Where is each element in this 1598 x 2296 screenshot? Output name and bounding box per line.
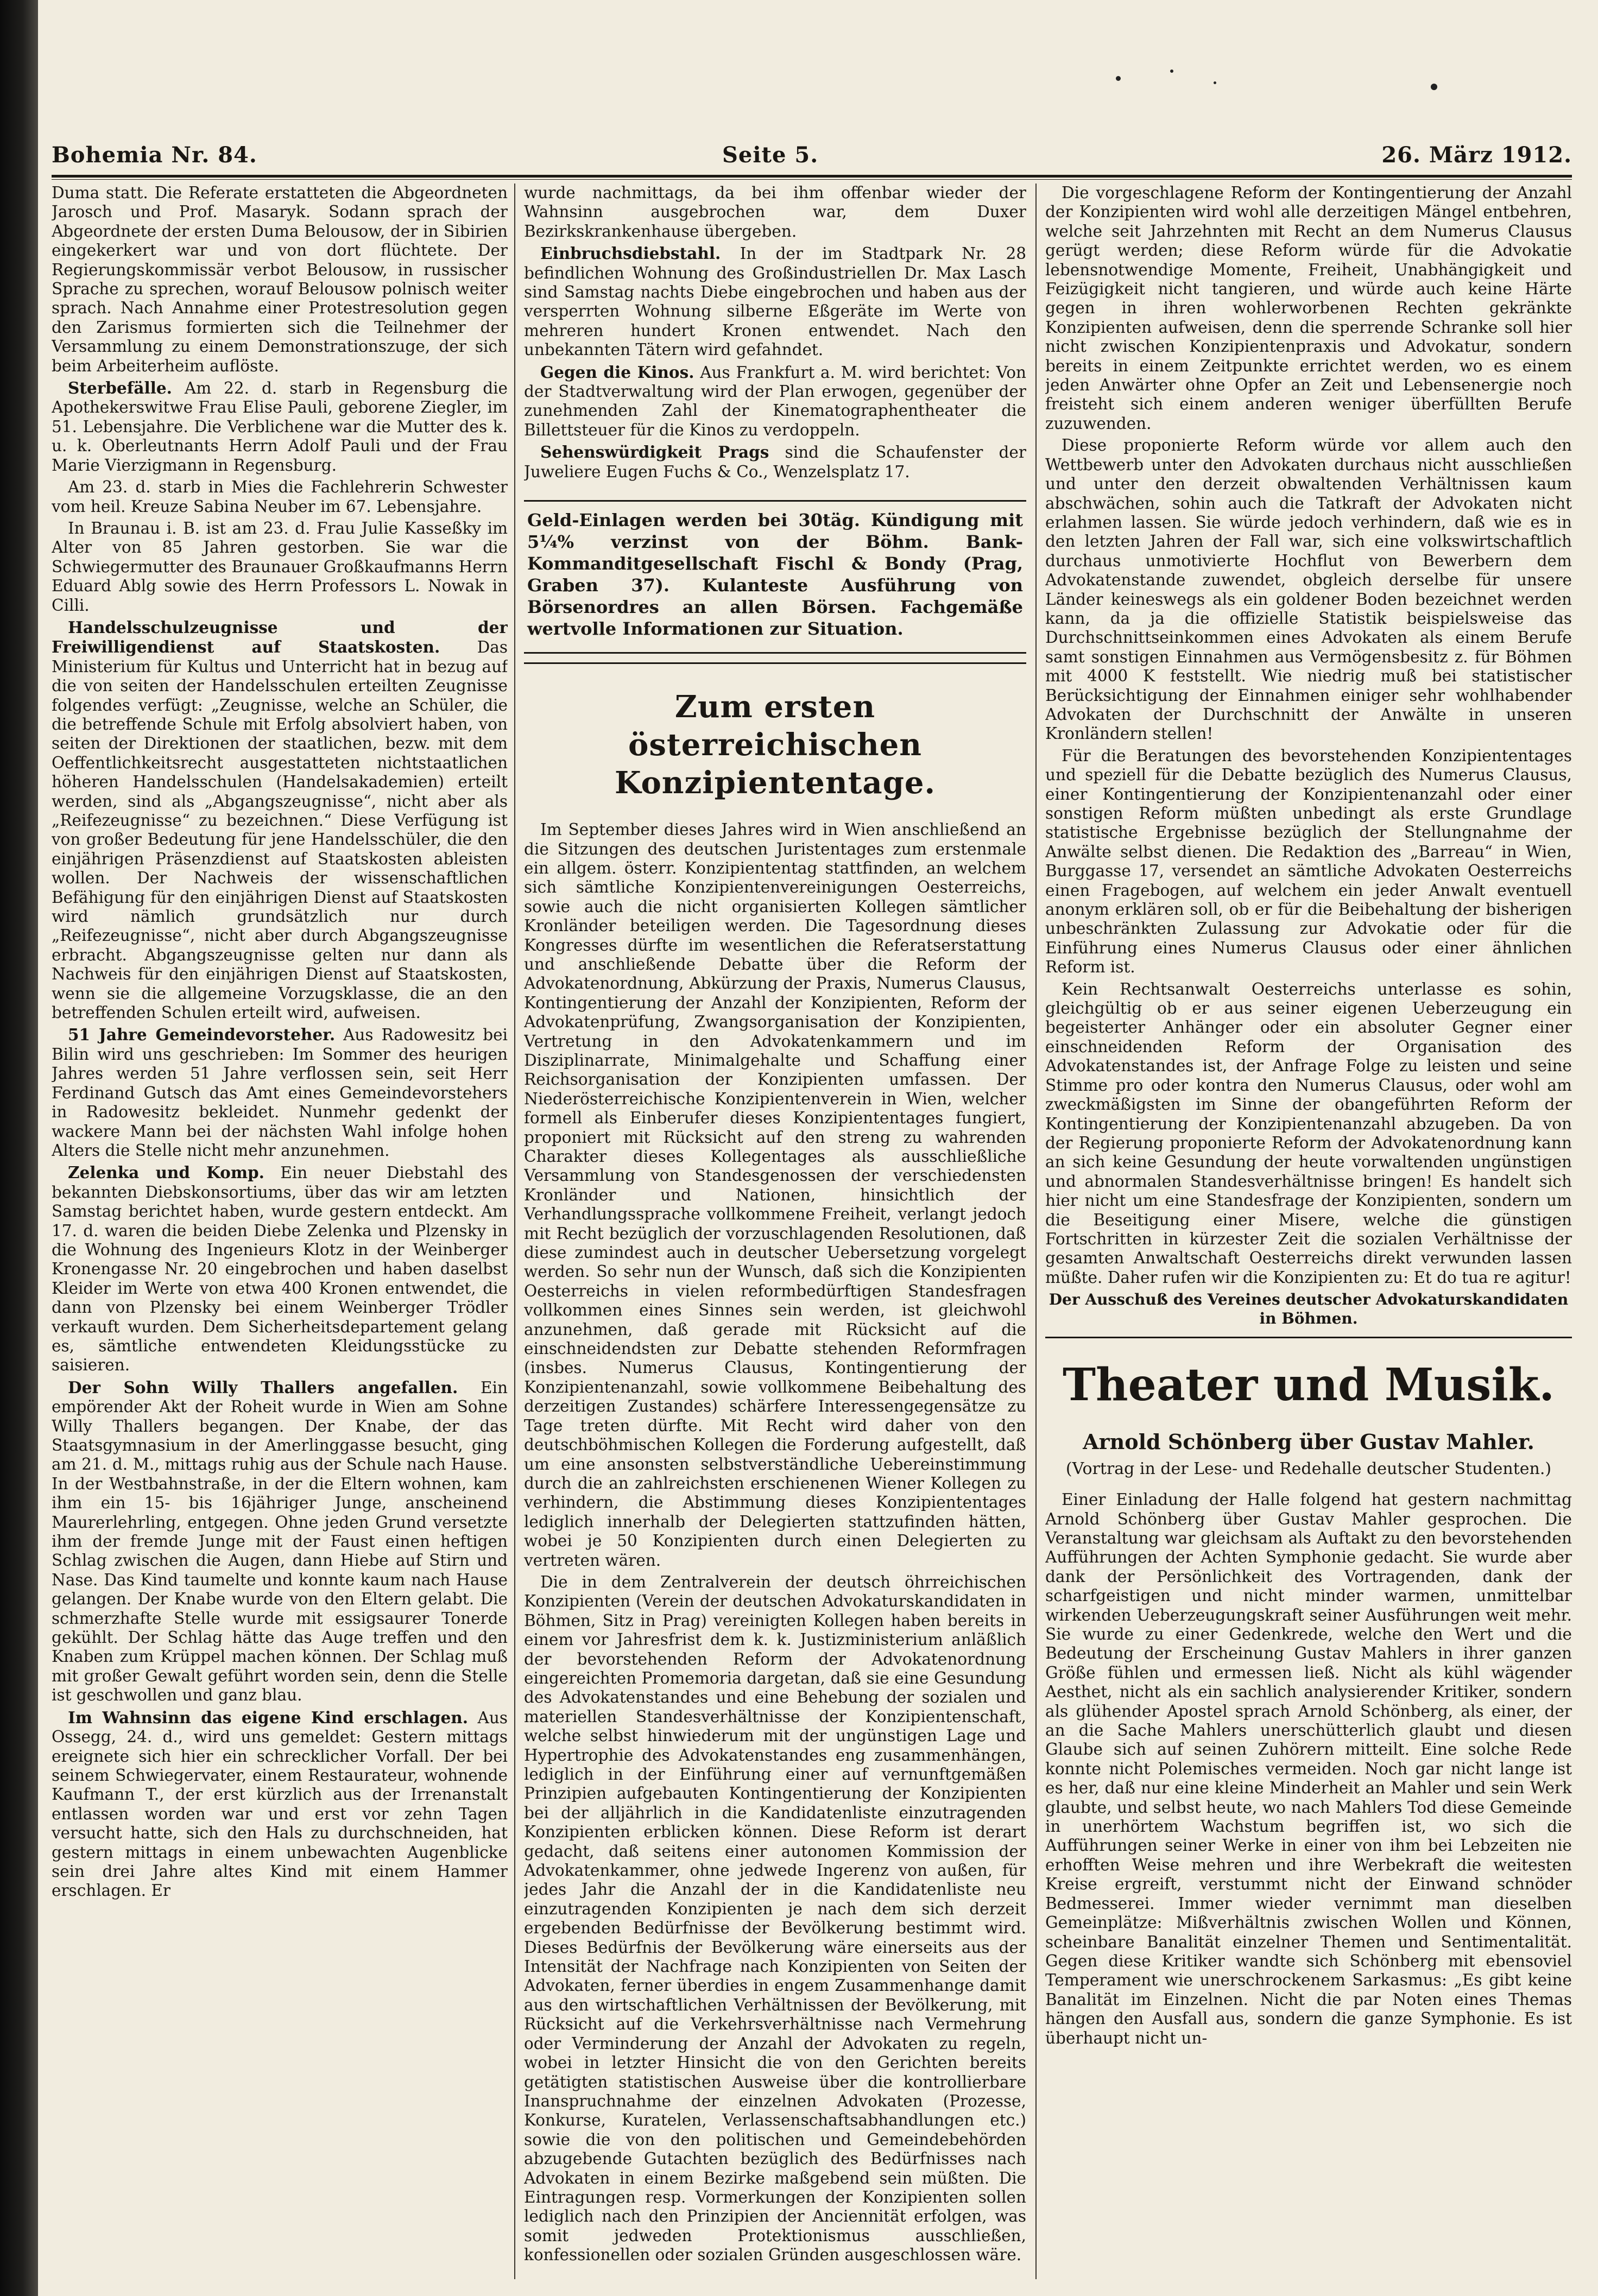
article-keyword: Zelenka und Komp.	[68, 1163, 264, 1182]
article-text: In Braunau i. B. ist am 23. d. Frau Julie Kasseßky im Alter von 85 Jahren gestorben. Sie war die Schwiegermutter des Braunauer Großkaufmanns Herrn Eduard Ablg sowie des Herrn Professors L. Nowak in Cilli.	[52, 518, 508, 615]
bank-advertisement	[524, 500, 1026, 654]
book-binding-edge	[0, 0, 38, 2296]
article-keyword: Sehenswürdigkeit Prags	[540, 442, 769, 462]
article-text: Aus Radowesitz bei Bilin wird uns geschrieben: Im Sommer des heurigen Jahres werden 51 Jahre verflossen sein, seit Herr Ferdinand Gutsch das Amt eines Gemeindevorstehers in Radowesitz bekleidet. Nunmehr gedenkt der wackere Mann bei der nächsten Wahl infolge hohen Alters die Stelle nicht mehr anzunehmen.	[52, 1026, 508, 1160]
article-text: Die vorgeschlagene Reform der Kontingentierung der Anzahl der Konzipienten wird wohl alle derzeitigen Mängel entbehren, welche seit Jahrzehnten mit Recht an dem Numerus Clausus gerügt werden; diese Reform würde für die Advokatie lebensnotwendige Momente, Freiheit, Unabhängigkeit und Feizügigkeit nicht tangieren, und würde auch keine Härte gegen in ihren wohlerworbenen Rechten gekränkte Konzipienten aufweisen, denn die sperrende Schranke soll hier nicht zwischen Konzipientenpraxis und Advokatur, sondern bereits in einem Zeitpunkte errichtet werden, wo es einem jeden Anwärter ohne Opfer an Zeit und Lebensenergie noch freisteht sich einem anderen weniger überfüllten Berufe zuzuwenden.	[1045, 184, 1572, 433]
newspaper-page	[52, 0, 1572, 2296]
article-signature: Der Ausschuß des Vereines deutscher Advokaturskandidaten in Böhmen.	[1049, 1291, 1569, 1328]
article-headline: Arnold Schönberg über Gustav Mahler.	[1083, 1430, 1534, 1454]
article-text: Am 22. d. starb in Regensburg die Apothekerswitwe Frau Elise Pauli, geborene Ziegler, im 51. Lebensjahre. Die Verblichene war die Mutter des k. u. k. Oberleutnants Herrn Adolf Pauli und der Frau Marie Vierzigmann in Regensburg.	[52, 379, 508, 475]
article-keyword: 51 Jahre Gemeindevorsteher.	[68, 1025, 336, 1045]
article-text: Einer Einladung der Halle folgend hat gestern nachmittag Arnold Schönberg über Gustav Mahler gesprochen. Die Veranstaltung war gleichsam als Auftakt zu den bevorstehenden Aufführungen der Achten Symphonie gedacht. Sie wurde aber dank der Persönlichkeit des Vortragenden, dank der scharfgeistigen und nicht minder warmen, unmittelbar wirkenden Ueberzeugungskraft seiner Ausführungen weit mehr. Sie wurde zu einer Gedenkrede, welche den Wert und die Bedeutung der Erscheinung Gustav Mahlers in ihrer ganzen Größe fühlen und ermessen ließ. Nicht als kühl wägender Aesthet, nicht als ein sachlich analysierender Kritiker, sondern als glühender Apostel sprach Arnold Schönberg, als einer, der an die Sache Mahlers unerschütterlich glaubt und diesen Glaube sich auf seinen Zuhörern mitteilt. Eine solche Rede konnte nicht Polemisches vermeiden. Noch gar nicht lange ist es her, daß nur eine kleine Minderheit an Mahler und sein Werk glaubte, und selbst heute, wo nach Mahlers Tod diese Gemeinde in unerhörtem Wachstum begriffen ist, wo sich die Aufführungen seiner Werke in einer von ihm bei Lebzeiten nie erhofften Weise mehren und ihre Werbekraft die weitesten Kreise ergreift, verstummt nicht der Einwand schnöder Bedmesserei. Immer wieder vernimmt man dieselben Gemeinplätze: Mißverhältnis zwischen Wollen und Können, scheinbare Banalität einzelner Themen und Sentimentalität. Gegen diese Kritiker wandte sich Schönberg mit ebensoviel Temperament wie unerschrockenem Sarkasmus: „Es gibt keine Banalität im Einzelnen. Nicht die par Noten eines Themas hängen den Ausfall aus, sondern die ganze Symphonie. Es ist überhaupt nicht un-	[1045, 1490, 1572, 2047]
column-divider	[514, 184, 515, 2279]
column-1	[52, 184, 508, 2279]
article-text: sind die Schaufenster der Juweliere Eugen Fuchs & Co., Wenzelsplatz 17.	[524, 443, 1026, 481]
article-text: Ein neuer Diebstahl des bekannten Diebskonsortiums, über das wir am letzten Samstag berichtet haben, wurde gestern entdeckt. Am 17. d. waren die beiden Diebe Zelenka und Plzensky in die Wohnung des Ingenieurs Klotz in der Weinberger Kronengasse Nr. 20 eingebrochen und haben daselbst Kleider im Werte von etwa 400 Kronen entwendet, die dann von Plzensky bei einem Weinberger Trödler verkauft wurden. Dem Sicherheitsdepartement gelang es, sämtliche entwendeten Kleidungsstücke zu saisieren.	[52, 1163, 508, 1375]
article-paragraph	[52, 378, 508, 475]
article-paragraph	[524, 363, 1026, 440]
article-text: Aus Frankfurt a. M. wird berichtet: Von der Stadtverwaltung wird der Plan erwogen, gegenüber der zunehmenden Zahl der Kinematographentheater die Billettsteuer für die Kinos zu verdoppeln.	[524, 363, 1026, 439]
article-text: Die in dem Zentralverein der deutsch öhrreichischen Konzipienten (Verein der deutschen Advokaturskandidaten in Böhmen, Sitz in Prag) vereinigten Kollegen haben bereits in einem vor Jahresfrist dem k. k. Justizministerium anläßlich der bevorstehenden Reform der Advokatenordnung eingereichten Promemoria dargetan, daß sie eine Gesundung des Advokatenstandes und eine Behebung der sozialen und materiellen Standesverhältnisse der Konzipientenschaft, welche selbst hinwiederum mit der ungünstigen Lage und Hypertrophie des Advokatenstandes eng zusammenhängen, lediglich in der Einführung einer auf vernunftgemäßen Prinzipien aufgebauten Kontingentierung der Konzipienten bei der alljährlich in die Kandidatenliste einzutragenden Konzipienten erblicken können. Diese Reform ist derart gedacht, daß seitens einer autonomen Kommission der Advokatenkammer, ohne jedwede Ingerenz von außen, für jedes Jahr die Anzahl der in die Kandidatenliste neu einzutragenden Konzipienten je nach dem sich derzeit ergebenden Bedürfnisse der Bevölkerung bestimmt wird. Dieses Bedürfnis der Bevölkerung wäre einerseits aus der Intensität der Nachfrage nach Konzipienten von Seiten der Advokaten, ferner überdies in engem Zusammenhange damit aus den wirtschaftlichen Verhältnissen der Bevölkerung, mit Rücksicht auf die Verkehrsverhältnisse nach Vermehrung oder Verminderung der Anzahl der Advokaten zu regeln, wobei in letzter Hinsicht die von den Gerichten bereits getätigten statistischen Ausweise über die kontrollierbare Inanspruchnahme der einzelnen Advokaten (Prozesse, Konkurse, Kuratelen, Verlassenschaftsabhandlungen etc.) sowie die von den politischen und Gemeindebehörden abzugebende Gutachten bezüglich des Bedürfnisses nach Advokaten in einem Bezirke maßgebend sein müßten. Die Eintragungen resp. Vormerkungen der Konzipienten sollen lediglich nach den Prinzipien der Anciennität erfolgen, was somit jedweden Protektionismus ausschließen, konfessionellen oder sozialen Gründen ausgeschlossen wäre.	[524, 1572, 1026, 2265]
header-publication: Bohemia Nr. 84.	[52, 142, 257, 168]
article-paragraph	[52, 1163, 508, 1375]
article-text: Im September dieses Jahres wird in Wien anschließend an die Sitzungen des deutschen Juristentages zum erstenmale ein allgem. österr. Konzipiententag stattfinden, an welchem sich sämtliche Konzipientenvereinigungen Oesterreichs, sowie auch die nicht organisierten Kollegen sämtlicher Kronländer beteiligen werden. Die Tagesordnung dieses Kongresses dürfte im wesentlichen die Referatserstattung und anschließende Debatte über die Reform der Advokatenordnung, Abkürzung der Praxis, Numerus Clausus, Kontingentierung der Anzahl der Konzipienten, Reform der Advokatenprüfung, Zwangsorganisation der Konzipienten, Vertretung in den Advokatenkammern und im Disziplinarrate, Minimalgehalte und Schaffung einer Reichsorganisation der Konzipienten umfassen. Der Niederösterreichische Konzipientenverein in Wien, welcher formell als Einberufer dieses Konzipiententages fungiert, proponiert mit Rücksicht auf den streng zu wahrenden Charakter dieses Kollegentages als ausschließliche Versammlung von Standesgenossen der verschiedensten Kronländer und Nationen, hinsichtlich der Verhandlungssprache vollkommene Freiheit, verlangt jedoch mit Recht bezüglich der vorzuschlagenden Resolutionen, daß diese zumindest auch in deutscher Uebersetzung vorgelegt werden. So sehr nun der Wunsch, daß sich die Konzipienten Oesterreichs in vielen reformbedürftigen Standesfragen vollkommen eines Sinnes sein werden, ist gleichwohl anzunehmen, daß gerade mit Rücksicht auf die einschneidendsten zur Debatte stehenden Reformfragen (insbes. Numerus Clausus, Kontingentierung der Konzipientenanzahl, sowie vollkommene Beibehaltung des derzeitigen Zustandes) schärfere Interessengegensätze zu Tage treten dürfte. Mit Recht wird daher von den deutschböhmischen Kollegen die Forderung aufgestellt, daß um eine ansonsten selbstverständliche Uebereinstimmung durch die an zahlreichsten erschienenen Wiener Kollegen zu verhindern, die Abstimmung dieses Konzipiententages lediglich innerhalb der Delegierten stattzufinden hätten, wobei je 50 Konzipienten durch einen Delegierten zu vertreten wären.	[524, 820, 1026, 1570]
article-keyword: Handelsschulzeugnisse und der Freiwilligendienst auf Staatskosten.	[52, 617, 508, 657]
article-text: Das Ministerium für Kultus und Unterricht hat in bezug auf die von seiten der Handelsschulen erteilten Zeugnisse folgendes verfügt: „Zeugnisse, welche an Schüler, die die betreffende Schule mit Erfolg absolviert haben, von seiten der Direktionen der staatlichen, bezw. mit dem Oeffentlichkeitsrecht ausgestatteten nichtstaatlichen höheren Handelsschulen (Handelsakademien) erteilt werden, sind als „Abgangszeugnisse“, nicht aber als „Reifezeugnisse“ zu bezeichnen.“ Diese Verfügung ist von großer Bedeutung für jene Handelsschüler, die den einjährigen Präsenzdienst auf Staatskosten ableisten wollen. Der Nachweis der wissenschaftlichen Befähigung für den einjährigen Dienst auf Staatskosten wird nämlich grundsätzlich nur durch „Reifezeugnisse“, nicht aber durch Abgangszeugnisse erbracht. Abgangszeugnisse gelten nur dann als Nachweis für den einjährigen Dienst auf Staatskosten, wenn sie die allgemeine Vorzugsklasse, die an den betreffenden Schulen erteilt wird, aufweisen.	[52, 638, 508, 1022]
article-paragraph	[524, 244, 1026, 359]
article-text: Kein Rechtsanwalt Oesterreichs unterlasse es sohin, gleichgültig ob er aus seiner eigenen Ueberzeugung ein begeisterter Anhänger oder ein absoluter Gegner einer einschneidenden Reform der Organisation des Advokatenstandes ist, der Anfrage Folge zu leisten und seine Stimme pro oder kontra den Numerus Clausus, oder wohl am zweckmäßigsten im Sinne der obangeführten Reform der Kontingentierung der Konzipientenanzahl abzugeben. Da von der Regierung proponierte Reform der Advokatenordnung kann an sich keine Gesundung der heute vorwaltenden ungünstigen und abnormalen Standesverhältnisse bringen! Es handelt sich hier nicht um eine Standesfrage der Konzipienten, sondern um die Beseitigung einer Misere, welche die günstigen Fortschritten in kürzester Zeit die sozialen Verhältnisse der gesamten Anwaltschaft Oesterreichs direkt verwunden lassen müßte. Daher rufen wir die Konzipienten zu: Et do tua re agitur!	[1045, 979, 1572, 1287]
article-text: wurde nachmittags, da bei ihm offenbar wieder der Wahnsinn ausgebrochen war, dem Duxer Bezirkskrankenhause übergeben.	[524, 184, 1026, 241]
speck	[1214, 81, 1216, 84]
section-divider	[524, 662, 1026, 664]
column-3	[1045, 184, 1572, 2279]
header-page-number: Seite 5.	[722, 142, 819, 168]
article-paragraph	[52, 1025, 508, 1160]
article-text: Am 23. d. starb in Mies die Fachlehrerin Schwester vom heil. Kreuze Sabina Neuber im 67. Lebensjahre.	[52, 478, 508, 516]
article-text: Diese proponierte Reform würde vor allem auch den Wettbewerb unter den Advokaten durchaus nicht ausschließen und unter den derzeit obwaltenden Verhältnissen kaum abschwächen, sohin auch die Tatkraft der Advokaten nicht erlahmen lassen. Sie würde jedoch verhindern, daß wie es in den letzten Jahren der Fall war, sich eine volkswirtschaftlich durchaus unmotivierte Hochflut von Bewerbern dem Advokatenstande zuwendet, obgleich derselbe für unsere Länder keineswegs als ein goldener Boden bezeichnet werden kann, da ja die offizielle Statistik beispielsweise das Durchschnittseinkommen eines Advokaten als einem Berufe samt sonstigen Einnahmen aus Vermögensbesitz z. für Böhmen mit 4000 K feststellt. Wie niedrig muß bei statistischer Berücksichtigung der Einnahmen einiger sehr wohlhabender Advokaten der Durchschnitt der Anwälte in unseren Kronländern stellen!	[1045, 436, 1572, 743]
article-text: Aus Ossegg, 24. d., wird uns gemeldet: Gestern mittags ereignete sich hier ein schrecklicher Vorfall. Der bei seinem Schwiegervater, einem Restaurateur, wohnende Kaufmann T., der erst kürzlich aus der Irrenanstalt entlassen worden war und erst vor zehn Tagen versucht hatte, sich den Hals zu durchschneiden, hat gestern mittags in einem unbewachten Augenblicke sein drei Jahre altes Kind mit einem Hammer erschlagen. Er	[52, 1708, 508, 1900]
speck	[1170, 69, 1173, 73]
speck	[1431, 84, 1437, 90]
advertisement-text: Geld-Einlagen werden bei 30täg. Kündigung mit 5¼% verzinst von der Böhm. Bank-Kommanditgesellschaft Fischl & Bondy (Prag, Graben 37). Kulanteste Ausführung von Börsenordres an allen Börsen. Fachgemäße wertvolle Informationen zur Situation.	[527, 510, 1023, 640]
article-text: Duma statt. Die Referate erstatteten die Abgeordneten Jarosch und Prof. Masaryk. Sodann sprach der Abgeordnete der ersten Duma Belousow, der in Sibirien eingekerkert war und von dort flüchtete. Der Regierungskommissär verbot Belousow, in russischer Sprache zu sprechen, worauf Belousow polnisch weiter sprach. Nach Annahme einer Protestresolution gegen den Zarismus formierten sich die Teilnehmer der Versammlung zu einem Demonstrationszuge, der sich beim Arbeiterheim auflöste.	[52, 184, 508, 375]
print-specks	[1110, 65, 1490, 98]
section-divider	[1045, 1337, 1572, 1338]
section-headline: Theater und Musik.	[1063, 1359, 1555, 1412]
article-subheadline: (Vortrag in der Lese- und Redehalle deutscher Studenten.)	[1065, 1459, 1552, 1479]
article-keyword: Im Wahnsinn das eigene Kind erschlagen.	[68, 1707, 469, 1727]
article-text: Ein empörender Akt der Roheit wurde in Wien am Sohne Willy Thallers begangen. Der Knabe, der das Staatsgymnasium in der Amerlinggasse besucht, ging am 21. d. M., mittags ruhig aus der Schule nach Hause. In der Westbahnstraße, in der die Eltern wohnen, kam ihm ein 15- bis 16jähriger Junge, anscheinend Maurerlehrling, entgegen. Ohne jeden Grund versetzte ihm der fremde Junge mit der Faust einen heftigen Schlag zwischen die Augen, dann Hiebe auf Stirn und Nase. Das Kind taumelte und konnte kaum nach Hause gelangen. Der Knabe wurde von den Eltern gelabt. Die schmerzhafte Stelle wurde mit essigsaurer Tonerde gekühlt. Der Schlag hätte das Auge treffen und den Knaben zum Krüppel machen können. Der Schlag muß mit großer Gewalt geführt worden sein, denn die Stelle ist geschwollen und ganz blau.	[52, 1378, 508, 1705]
article-paragraph	[52, 618, 508, 1023]
article-paragraph	[524, 442, 1026, 482]
article-text: Für die Beratungen des bevorstehenden Konzipiententages und speziell für die Debatte bezüglich des Numerus Clausus, einer Kontingentierung der Konzipientenanzahl oder einer sonstigen Reform müßten unbedingt als erste Grundlage statistische Ergebnisse bezüglich der Stellungnahme der Anwälte selbst dienen. Die Redaktion des „Barreau“ in Wien, Burggasse 17, versendet an sämtliche Advokaten Oesterreichs einen Fragebogen, auf welchem ein jeder Anwalt eventuell anonym erklären soll, ob er für die Beibehaltung der bisherigen unbeschränkten Zulassung zur Advokatie oder für die Einführung eines Numerus Clausus oder einer ähnlichen Reform ist.	[1045, 746, 1572, 977]
article-paragraph	[52, 1378, 508, 1705]
article-paragraph	[52, 1708, 508, 1901]
column-divider	[1035, 184, 1037, 2279]
article-keyword: Der Sohn Willy Thallers angefallen.	[68, 1377, 458, 1397]
page-header	[52, 142, 1572, 173]
header-date: 26. März 1912.	[1381, 142, 1572, 168]
column-2	[524, 184, 1026, 2279]
article-headline: Zum ersten österreichischen Konzipiententage.	[615, 689, 936, 801]
header-rule	[52, 175, 1572, 178]
article-keyword: Gegen die Kinos.	[540, 362, 694, 382]
speck	[1116, 76, 1121, 81]
article-keyword: Einbruchsdiebstahl.	[540, 244, 721, 263]
article-text: In der im Stadtpark Nr. 28 befindlichen Wohnung des Großindustriellen Dr. Max Lasch sind Samstag nachts Diebe eingebrochen und haben aus der versperrten Wohnung silberne Eßgeräte im Werte von mehreren hundert Kronen entwendet. Nach den unbekannten Tätern wird gefahndet.	[524, 244, 1026, 359]
header-rule-thin	[52, 179, 1572, 180]
article-keyword: Sterbefälle.	[68, 378, 172, 398]
